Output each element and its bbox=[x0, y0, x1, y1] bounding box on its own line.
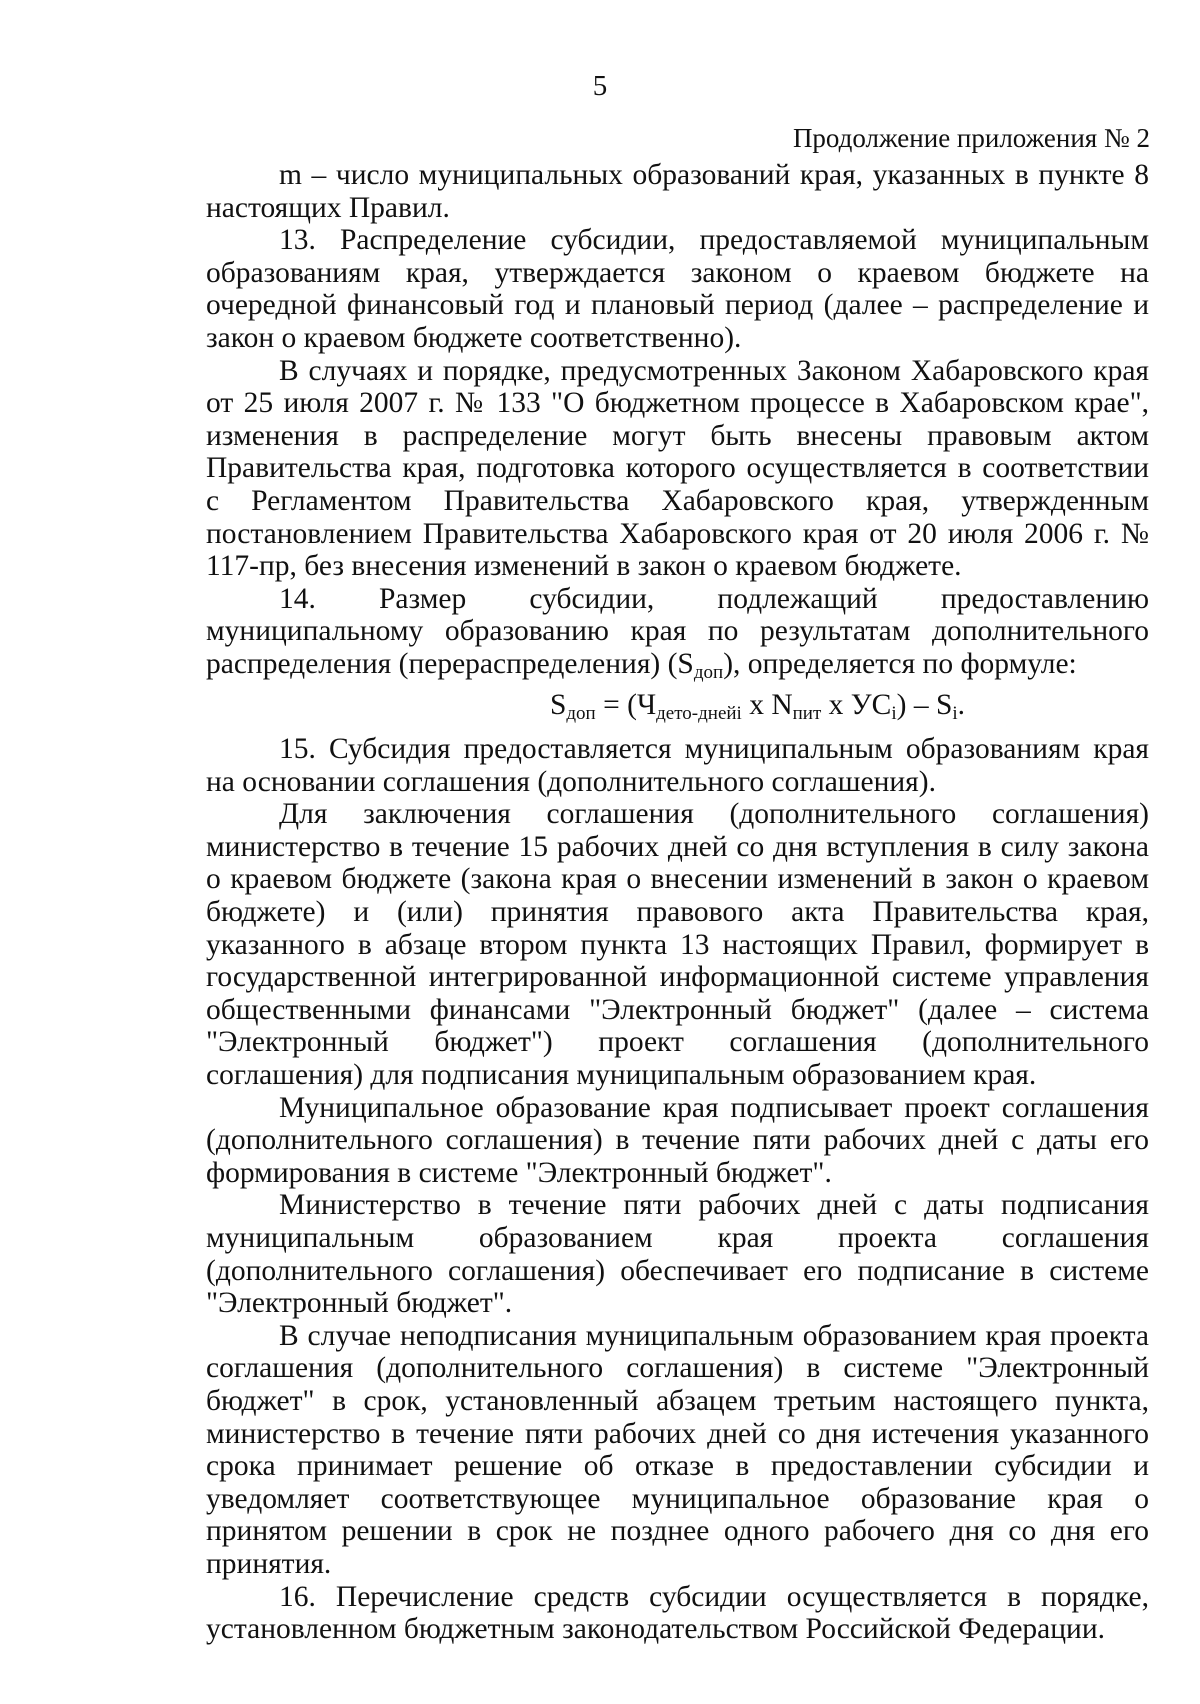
paragraph-16: 16. Перечисление средств субсидии осуществляется в порядке, установленном бюджетным законодательством Российской Федерации. bbox=[206, 1580, 1149, 1646]
formula-times-n: x N bbox=[741, 688, 793, 721]
formula-s-subscript: доп bbox=[566, 702, 596, 724]
formula-uc-subscript: i bbox=[891, 702, 897, 724]
appendix-continuation-label: Продолжение приложения № 2 bbox=[792, 123, 1150, 153]
paragraph-15: 15. Субсидия предоставляется муниципальным образованиям края на основании соглашения (дополнительного соглашения). bbox=[206, 733, 1149, 798]
paragraph-13: 13. Распределение субсидии, предоставляемой муниципальным образованиям края, утверждается законом о краевом бюджете на очередной финансовый год и плановый период (далее – распределение и закон о краевом бюджете соответственно). bbox=[206, 224, 1149, 354]
formula-ch-subscript: дето-днейi bbox=[656, 702, 742, 724]
document-body bbox=[206, 159, 1149, 1646]
paragraph-13-amendments: В случаях и порядке, предусмотренных Законом Хабаровского края от 25 июля 2007 г. № 133 "О бюджетном процессе в Хабаровском крае", изменения в распределение могут быть внесены правовым актом Правительства края, подготовка которого осуществляется в соответствии с Регламентом Правительства Хабаровского края, утвержденным постановлением Правительства Хабаровского края от 20 июля 2006 г. № 117-пр, без внесения изменений в закон о краевом бюджете. bbox=[206, 354, 1149, 583]
paragraph-m-definition: m – число муниципальных образований края, указанных в пункте 8 настоящих Правил. bbox=[206, 159, 1149, 224]
paragraph-15-refusal: В случае неподписания муниципальным образованием края проекта соглашения (дополнительного соглашения) в системе "Электронный бюджет" в срок, установленный абзацем третьим настоящего пункта, министерство в течение пяти рабочих дней со дня истечения указанного срока принимает решение об отказе в предоставлении субсидии и уведомляет соответствующее муниципальное образование края о принятом решении в срок не позднее одного рабочего дня со дня его принятия. bbox=[206, 1319, 1149, 1580]
paragraph-14-subscript: доп bbox=[693, 661, 724, 683]
page-number: 5 bbox=[592, 70, 608, 102]
formula-times-uc: x УС bbox=[821, 688, 892, 721]
paragraph-15-agreement: Для заключения соглашения (дополнительного соглашения) министерство в течение 15 рабочих дней со дня вступления в силу закона о краевом бюджете (закона края о внесении изменений в закон о краевом бюджете) и (или) принятия правового акта Правительства края, указанного в абзаце втором пункта 13 настоящих Правил, формирует в государственной интегрированной информационной системе управления общественными финансами "Электронный бюджет" (далее – система "Электронный бюджет") проект соглашения (дополнительного соглашения) для подписания муниципальным образованием края. bbox=[206, 798, 1149, 1092]
paragraph-14 bbox=[206, 583, 1149, 681]
formula-n-subscript: пит bbox=[792, 702, 822, 724]
paragraph-15-signing: Муниципальное образование края подписывает проект соглашения (дополнительного соглашения) в течение пяти рабочих дней с даты его формирования в системе "Электронный бюджет". bbox=[206, 1091, 1149, 1189]
formula-equals: = (Ч bbox=[595, 688, 657, 721]
paragraph-14-text-start: 14. Размер субсидии, подлежащий предоставлению муниципальному образованию края по результатам дополнительного распределения (перераспределения) (S bbox=[206, 582, 1149, 680]
paragraph-15-ministry-signing: Министерство в течение пяти рабочих дней с даты подписания муниципальным образованием края проекта соглашения (дополнительного соглашения) обеспечивает его подписание в системе "Электронный бюджет". bbox=[206, 1189, 1149, 1320]
subsidy-formula bbox=[206, 689, 1149, 722]
formula-si-subscript: i bbox=[952, 702, 958, 724]
paragraph-14-text-end: ), определяется по формуле: bbox=[723, 647, 1077, 680]
formula-s: S bbox=[549, 688, 567, 721]
formula-dot: . bbox=[957, 688, 966, 721]
formula-minus-s: ) – S bbox=[896, 688, 953, 721]
